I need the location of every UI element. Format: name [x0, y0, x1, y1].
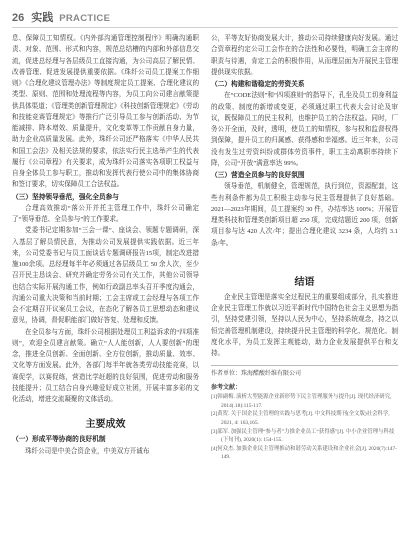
section-label: 实践	[31, 12, 54, 24]
subheading: （三）营造全员参与的良好氛围	[211, 172, 305, 179]
section-heading: 主要成效	[85, 419, 126, 431]
paragraph: 领导垂范，机制健全，管理规范，执行到位，资源配套，这些有利条件都为员工积极主动参与民主管理提供了良好基础。2021—2023年期间，员工提案约 30 件，办结率达 100%；开展管理类科技和管理类创新项目超 250 项，完成结题近 200 项，创新项目参与达 420 人次/年；提出合理化建议 3234 条，人均约 3.1 条/年。	[211, 183, 398, 247]
paragraph: 在全员参与方面，珠纤公司根据处理员工利益诉求的“四项准则”，欢迎全员建言献策。确立“人人能创新，人人要创新”的理念，推进全员创新、全面创新、全方位创新，推动质量、效率、文化等方面发展。此外，各部门每半年就各类劳动技能竞赛，以赛促学，以赛促练，营造比学赶超的良好氛围，促进劳动和服务技能提升；员工结合自身兴趣爱好成立社团，开展丰富多彩的文化活动，增进交流凝聚的文体活动。	[12, 328, 199, 403]
paragraph: 珠纤公司是中美合资企业，中美双方开诚布	[25, 447, 150, 455]
subheading: （一）形成平等协商的良好机制	[12, 436, 106, 444]
paragraph: 公，平等友好协商发展大计，推动公司持续健康向好发展。通过合资章程约定公司工会作在的合法性和必要性，明确工会主席的职责与待遇，肯定工会的积极作用，从而理层面为开展民主管理提供现实依据。	[211, 35, 398, 76]
spacer	[211, 249, 398, 263]
paragraph: 息、保障员工知情权。《内外部沟通管理控制程序》明确沟通职责、对象、范围、形式和内容，规范总结槽的内部和外部信息交流，促进总经理与各层级员工直接沟通，为公司高层了解民情、改善管理、促进发展提供重要依据。《珠纤公司员工提案工作细则》《合理化建议管理办法》等制度规定员工提案、合理化建议的类型、原则、范围和处理流程等内容，为员工向公司建言献策提供具体渠道；《管理类创新管理规定》《科技创新管理规定》《劳动和技能竞赛管理规定》等推行广泛引导员工参与创新活动、为节能减排、降本增效、质量提升，文化变革等工作贡献自身力量，助力企业高质量发展。此外，珠纤公司还严格落实《中华人民共和国工会法》及相关法规的要求，依法实行民主选举产生的代表履行《公司章程》有关要求，成为珠纤公司落实各项职工权益与自身全体员工参与职工，推动和发挥代表行使公司中的集体协商和签订要求，切实保障员工合法权益。	[12, 35, 199, 189]
header-rule	[12, 27, 398, 28]
subheading: （三）坚持领导垂范，强化全员参与	[12, 193, 119, 201]
references-title: 参考文献：	[211, 385, 242, 392]
subheading: （二）构建和谐稳定的劳资关系	[211, 81, 305, 88]
paragraph: 企业民主管理是落实全过程民主的重要组成部分，扎实推进企业民主管理工作就以习近平新时代中国特色社会主义思想为指引，坚持党建引领，坚持以人民为中心，坚持系统观念，持之以恒完善管理机制建设，持续提升民主管理的科学化、规范化、制度化水平，为员工发挥主观能动，助力企业发展提供平台和支持。	[211, 293, 398, 357]
paragraph: 党委书记定期参加“三会一课”、座谈会、领题专题调研，深入基层了解员情民意，为推动公司发展提供实践依据。近三年来，公司党委书记与员工面谈话专题调研报告15项，制定改进措施100余项。总经理每半年必须通过各层级员工 50 余人次，至少召开民主恳谈会、研究并确定劳务公司有关工作，其他公司领导也结合实际开展沟通工作，例如行政副总率头召开季度沟通会，沟通公司重大决策和当前时期；工会主席或工会经理与各项工作会不定期召开议案员工会议，在态化了解各员工思想动态和建议意见，协调，督促职能部门做好答复、处理和反馈。	[12, 227, 199, 325]
reference-item: [2]黄贺. 关于国企民主管理的实践与思考[J]. 中文科技期刊(全文版)社会科学, 2021, 4: 163,165.	[211, 411, 390, 427]
paragraph: 在“CODE法则”和“四项准则”的指导下，孔坐及员工切身利益的政策、制度的新增或变更，必须通过职工代表大会讨论及审议，既保障员工的民主权利，也维护员工的合法权益。同时，厂务公开全面，及时，透明，使员工的知情权，参与权和监督权得到保障，提升员工的归属感、获得感和幸福感。近三年来，公司没有发生过劳资纠纷或群体劳资事件，职工主动离职率持续下降，公司“开放”满意率达 99%。	[211, 92, 398, 167]
paragraph: 合理高效推动“落公开并托主管理工作中，珠纤公司确定了“领导垂范、全员参与”的工作要求。	[12, 204, 199, 223]
page-header	[12, 8, 398, 28]
section-heading: 结语	[294, 276, 315, 288]
reference-item: [3]邵军. 加强民主管理“参与者”力推企业员工“获得感”[J]. 中小企业管理与科技(下旬刊), 2020(1): 154-155.	[211, 428, 395, 444]
page-number: 26	[12, 12, 25, 24]
right-column	[211, 33, 398, 550]
reference-item: [1]韩副梅. 演析大型能源企业新形势下民主管理服务与提升[J]. 现代经济研究, 2014(.18):115-117.	[211, 394, 392, 409]
author-affiliation: 作者单位：珠海醋酸纤维有限公司	[211, 365, 398, 379]
left-column	[12, 33, 199, 550]
section-label-en: PRACTICE	[59, 13, 111, 24]
reference-item: [4]何众杰. 加强企业民主管理推动和谐劳动关系建设和企业社会[J]. 2020(7):147-149.	[211, 445, 397, 461]
